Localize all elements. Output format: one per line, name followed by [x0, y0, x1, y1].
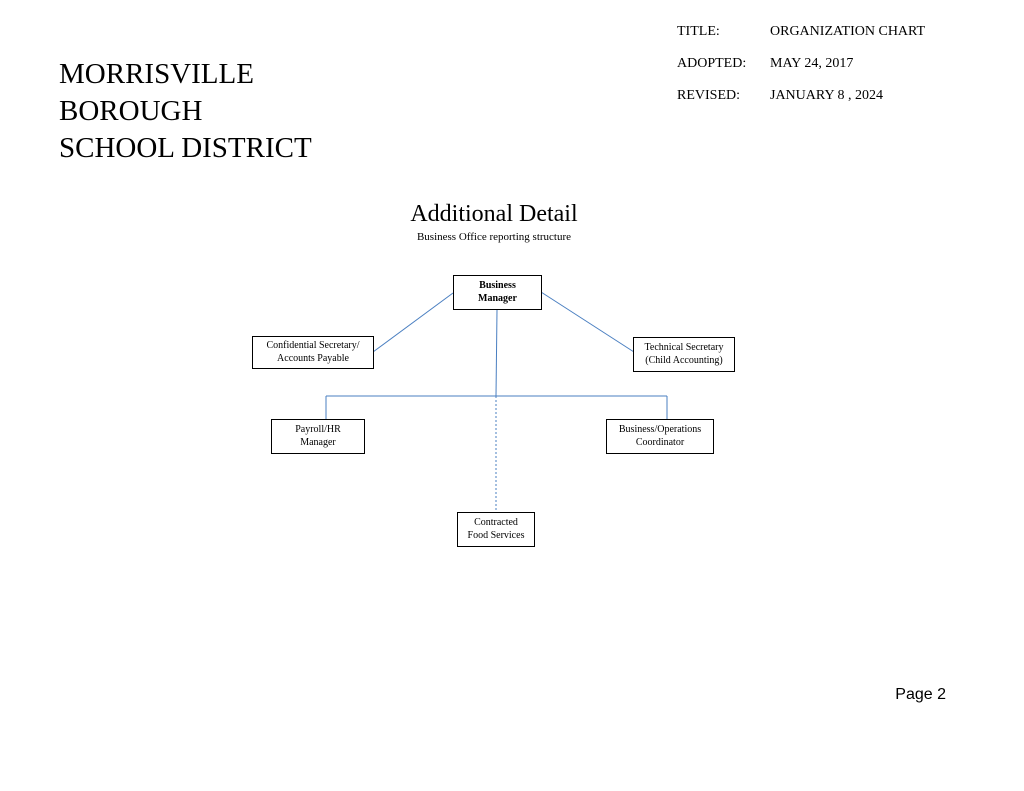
meta-adopted-label: ADOPTED: — [677, 56, 747, 71]
diagram-subtitle: Business Office reporting structure — [416, 231, 572, 243]
meta-revised-label: REVISED: — [677, 88, 740, 103]
connector-manager-trunk — [496, 310, 497, 396]
node-technical-secretary-line-2: (Child Accounting) — [645, 354, 723, 366]
node-confidential-secretary — [252, 336, 374, 369]
page-number: Page 2 — [895, 686, 946, 703]
node-business-operations-line-1: Business/Operations — [618, 424, 702, 435]
node-confidential-secretary-line-1: Confidential Secretary/ — [266, 340, 360, 351]
node-food-services-line-2: Food Services — [467, 529, 525, 541]
node-payroll-hr-line-1: Payroll/HR — [295, 424, 341, 435]
node-payroll-hr-line-2: Manager — [300, 436, 336, 448]
node-business-manager-line-1: Business — [479, 280, 516, 291]
meta-title-value: ORGANIZATION CHART — [770, 24, 926, 39]
district-name-line-3: SCHOOL DISTRICT — [59, 132, 312, 164]
node-business-operations — [606, 419, 714, 454]
node-business-manager — [453, 275, 542, 310]
connector-manager-to-technical-secretary — [541, 292, 634, 352]
node-confidential-secretary-line-2: Accounts Payable — [277, 352, 349, 364]
meta-adopted-value: MAY 24, 2017 — [770, 56, 854, 71]
diagram-title: Additional Detail — [410, 201, 578, 227]
node-technical-secretary-line-1: Technical Secretary — [644, 342, 724, 353]
node-business-manager-line-2: Manager — [478, 292, 517, 304]
node-payroll-hr — [271, 419, 365, 454]
node-food-services-line-1: Contracted — [474, 517, 518, 528]
connector-manager-to-confidential-secretary — [373, 293, 453, 352]
node-food-services — [457, 512, 535, 547]
meta-title-label: TITLE: — [677, 24, 720, 39]
district-name-line-2: BOROUGH — [59, 95, 203, 127]
node-business-operations-line-2: Coordinator — [635, 436, 685, 448]
meta-revised-value: JANUARY 8 , 2024 — [770, 88, 884, 103]
node-technical-secretary — [633, 337, 735, 372]
district-name-line-1: MORRISVILLE — [59, 58, 254, 90]
